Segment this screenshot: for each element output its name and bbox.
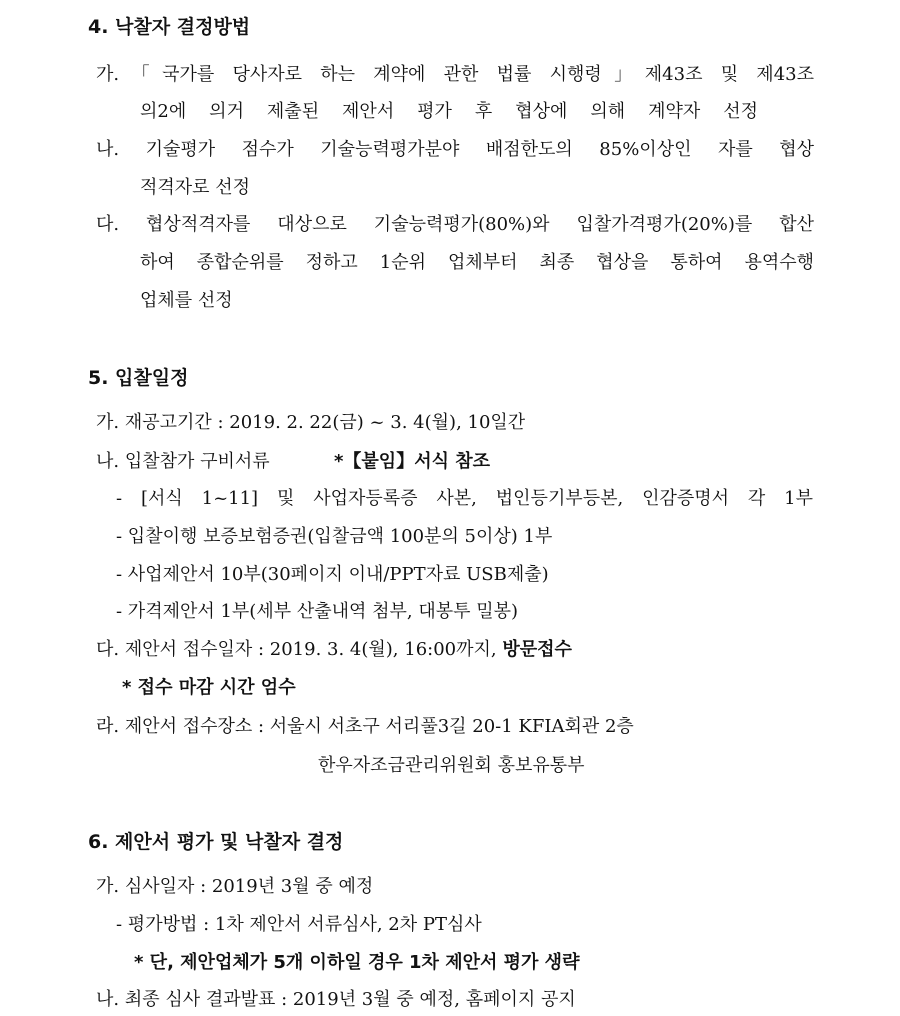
sec5-item-d-line2: 한우자조금관리위원회 홍보유통부 <box>318 755 585 776</box>
sec5-item-a: 가. 재공고기간 : 2019. 2. 22(금) ~ 3. 4(월), 10일간 <box>96 412 526 433</box>
sec5-item-c <box>96 639 572 661</box>
sec5-item-c-text: 다. 제안서 접수일자 : 2019. 3. 4(월), 16:00까지, <box>96 639 503 660</box>
sec5-doc-item-4: - 가격제안서 1부(세부 산출내역 첨부, 대봉투 밀봉) <box>116 601 519 622</box>
sec6-item-a-method: - 평가방법 : 1차 제안서 서류심사, 2차 PT심사 <box>116 914 482 935</box>
sec5-item-c-note: * 접수 마감 시간 엄수 <box>122 677 296 698</box>
sec5-doc-item-1: - [서식 1~11] 및 사업자등록증 사본, 법인등기부등본, 인감증명서 각 1부 <box>116 488 813 509</box>
sec6-item-b: 나. 최종 심사 결과발표 : 2019년 3월 중 예정, 홈페이지 공지 <box>96 989 576 1010</box>
sec5-doc-item-2: - 입찰이행 보증보험증권(입찰금액 100분의 5이상) 1부 <box>116 526 553 547</box>
sec5-doc-item-3: - 사업제안서 10부(30페이지 이내/PPT자료 USB제출) <box>116 564 549 585</box>
sec4-item-a-line2: 의2에 의거 제출된 제안서 평가 후 협상에 의해 계약자 선정 <box>140 101 758 122</box>
sec5-item-b: 나. 입찰참가 구비서류 <box>96 451 270 472</box>
section-4-title: 4. 낙찰자 결정방법 <box>88 16 251 38</box>
sec4-item-c-line1: 다. 협상적격자를 대상으로 기술능력평가(80%)와 입찰가격평가(20%)를 합산 <box>96 214 814 235</box>
section-6-title: 6. 제안서 평가 및 낙찰자 결정 <box>88 831 344 853</box>
sec5-item-c-bold: 방문접수 <box>502 639 572 660</box>
sec4-item-c-line3: 업체를 선정 <box>140 290 233 311</box>
sec4-item-c-line2: 하여 종합순위를 정하고 1순위 업체부터 최종 협상을 통하여 용역수행 <box>140 252 814 273</box>
sec4-item-b-line2: 적격자로 선정 <box>140 177 251 198</box>
sec4-item-a-line1: 가.「국가를 당사자로 하는 계약에 관한 법률 시행령」제43조 및 제43조 <box>96 64 814 85</box>
sec5-item-d-line1: 라. 제안서 접수장소 : 서울시 서초구 서리풀3길 20-1 KFIA회관 2층 <box>96 716 634 737</box>
sec5-item-b-note: *【붙임】서식 참조 <box>334 451 491 472</box>
sec4-item-b-line1: 나. 기술평가 점수가 기술능력평가분야 배점한도의 85%이상인 자를 협상 <box>96 139 814 160</box>
sec6-item-a-note: * 단, 제안업체가 5개 이하일 경우 1차 제안서 평가 생략 <box>134 952 580 973</box>
sec6-item-a: 가. 심사일자 : 2019년 3월 중 예정 <box>96 876 374 897</box>
section-5-title: 5. 입찰일정 <box>88 367 189 389</box>
